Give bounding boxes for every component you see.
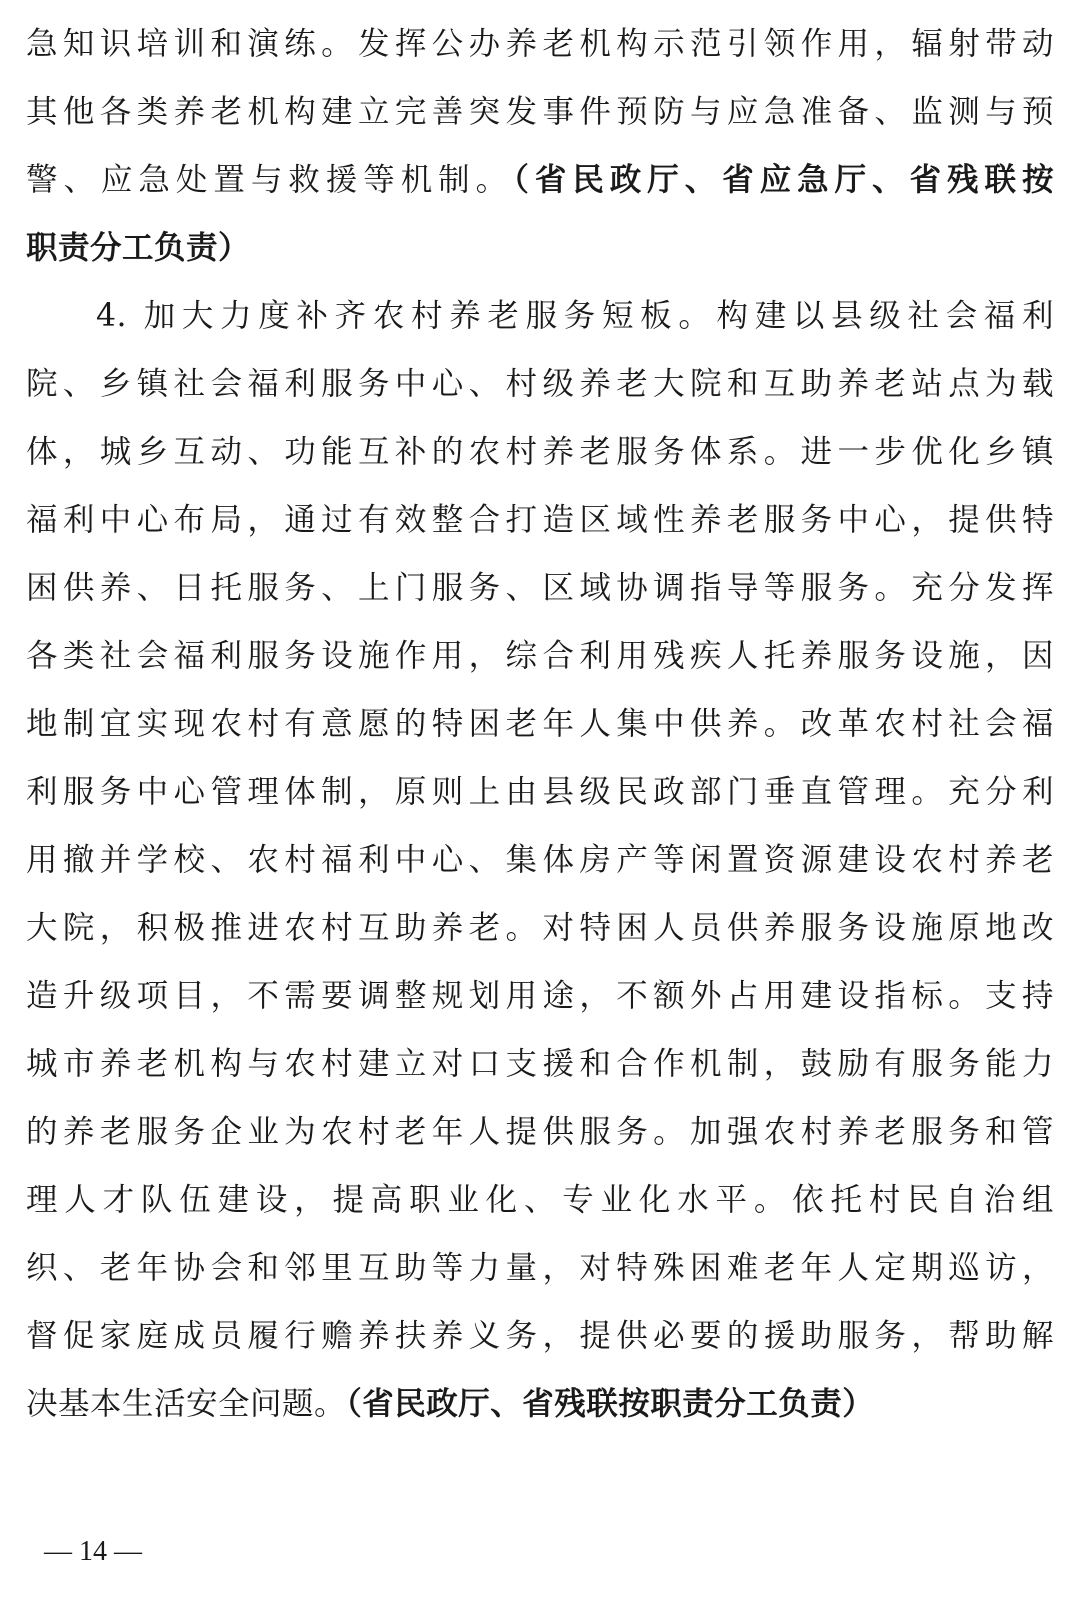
text-line-content: 福利中心布局，通过有效整合打造区域性养老服务中心，提供特 (26, 502, 1054, 538)
paragraph-heading-line (96, 282, 1054, 350)
text-line (26, 826, 1054, 894)
text-line-content: 体，城乡互动、功能互补的农村养老服务体系。进一步优化乡镇 (26, 434, 1054, 470)
page-number: — 14 — (44, 1536, 142, 1567)
text-line-content: 各类社会福利服务设施作用，综合利用残疾人托养服务设施，因 (26, 638, 1054, 674)
text-line (26, 146, 1054, 214)
text-line (26, 690, 1054, 758)
text-line-content: 督促家庭成员履行赡养扶养义务，提供必要的援助服务，帮助解 (26, 1318, 1054, 1354)
text-line (26, 758, 1054, 826)
responsibility-note: （省民政厅、省残联按职责分工负责） (346, 1385, 875, 1422)
text-line (26, 1098, 1054, 1166)
text-line (26, 962, 1054, 1030)
text-line-content: 利服务中心管理体制，原则上由县级民政部门垂直管理。充分利 (26, 774, 1054, 810)
text-line (26, 418, 1054, 486)
responsibility-note: （省民政厅、省应急厅、省残联按 (513, 161, 1054, 198)
text-line-content: 决基本生活安全问题。 (26, 1386, 347, 1422)
text-line-content: 地制宜实现农村有意愿的特困老年人集中供养。改革农村社会福 (26, 706, 1054, 742)
text-line (26, 350, 1054, 418)
text-line (26, 1370, 1054, 1438)
text-line-content: 警、应急处置与救援等机制。 (26, 162, 514, 198)
responsibility-note: 职责分工负责） (26, 229, 251, 266)
text-line-content: 用撤并学校、农村福利中心、集体房产等闲置资源建设农村养老 (26, 842, 1054, 878)
text-line (26, 10, 1054, 78)
text-line-content: 造升级项目，不需要调整规划用途，不额外占用建设指标。支持 (26, 978, 1054, 1014)
text-line-content: 其他各类养老机构建立完善突发事件预防与应急准备、监测与预 (26, 94, 1054, 130)
text-line (26, 554, 1054, 622)
text-line-content: 城市养老机构与农村建立对口支援和合作机制，鼓励有服务能力 (26, 1046, 1054, 1082)
text-line (26, 214, 1054, 282)
text-line (26, 1030, 1054, 1098)
text-line (26, 622, 1054, 690)
text-line (26, 894, 1054, 962)
text-line (26, 1166, 1054, 1234)
text-line-content: 大院，积极推进农村互助养老。对特困人员供养服务设施原地改 (26, 910, 1054, 946)
text-line (26, 1234, 1054, 1302)
text-line-content: 织、老年协会和邻里互助等力量，对特殊困难老年人定期巡访， (26, 1250, 1054, 1286)
text-line (26, 486, 1054, 554)
text-line (26, 1302, 1054, 1370)
text-line-content: 急知识培训和演练。发挥公办养老机构示范引领作用，辐射带动 (26, 26, 1054, 62)
text-line (26, 78, 1054, 146)
text-line-content: 4. 加大力度补齐农村养老服务短板。构建以县级社会福利 (96, 298, 1054, 334)
text-line-content: 理人才队伍建设，提高职业化、专业化水平。依托村民自治组 (26, 1182, 1054, 1218)
text-line-content: 的养老服务企业为农村老年人提供服务。加强农村养老服务和管 (26, 1114, 1054, 1150)
text-line-content: 困供养、日托服务、上门服务、区域协调指导等服务。充分发挥 (26, 570, 1054, 606)
text-line-content: 院、乡镇社会福利服务中心、村级养老大院和互助养老站点为载 (26, 366, 1054, 402)
